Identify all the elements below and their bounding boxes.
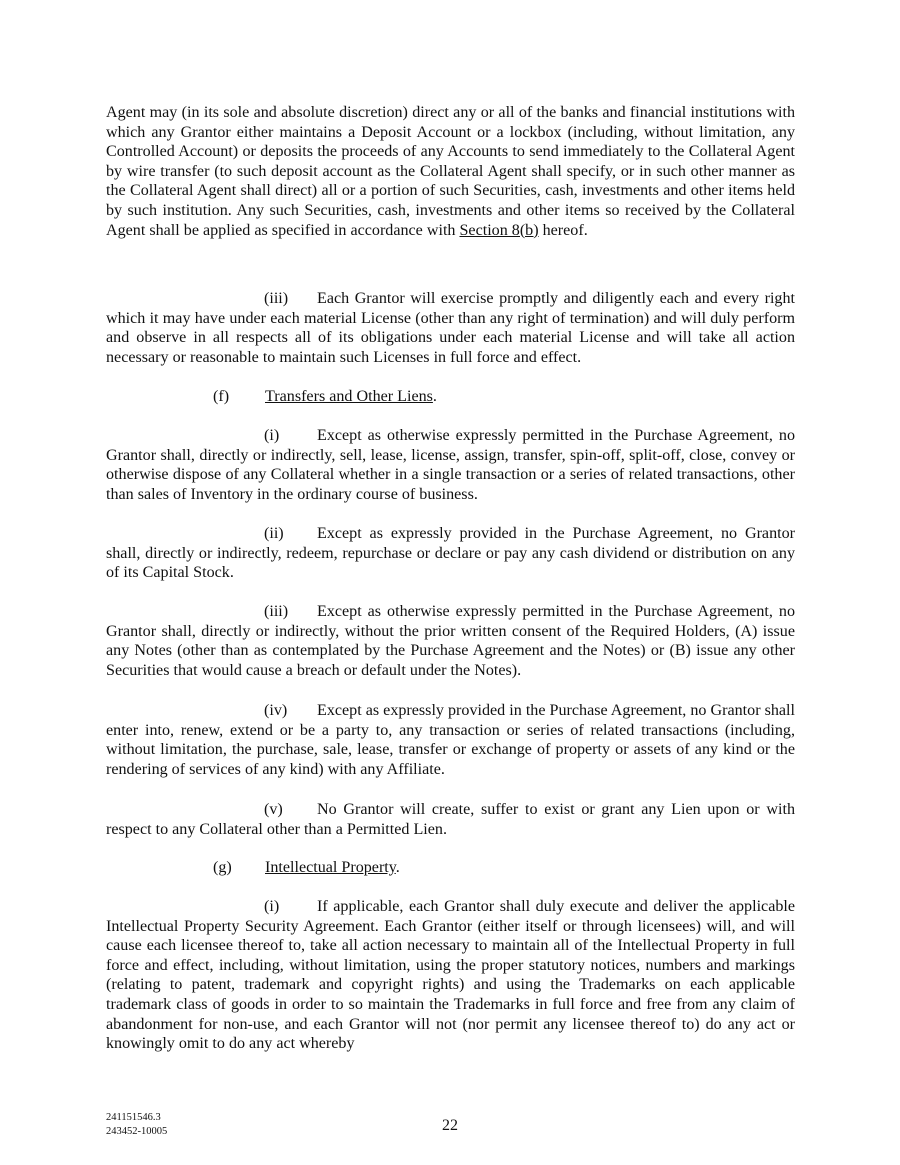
section-title: Transfers and Other Liens	[265, 388, 433, 405]
section-letter: (g)	[213, 859, 232, 876]
section-reference-link: Section 8(b)	[459, 221, 539, 239]
clause-number: (iv)	[264, 702, 288, 719]
paragraph-dividends: (ii) Except as expressly provided in the Purchase Agreement, no Grantor shall, directly or indirectly, redeem, repurchase or declare or pay any cash dividend or distribution on any of its Capital Stock.	[106, 525, 795, 582]
paragraph-notes-issuance: (iii) Except as otherwise expressly permitted in the Purchase Agreement, no Grantor shall, directly or indirectly, without the prior written consent of the Required Holders, (A) issue any Notes (other than as contemplated by the Purchase Agreement and the Notes) or (B) issue any other Securities that would cause a breach or default under the Notes).	[106, 603, 795, 679]
paragraph-continuation: Agent may (in its sole and absolute discretion) direct any or all of the banks and financial institutions with which any Grantor either maintains a Deposit Account or a lockbox (including, without limitation, any Controlled Account) or deposits the proceeds of any Accounts to send immediately to the Collateral Agent by wire transfer (to such deposit account as the Collateral Agent shall specify, or in such other manner as the Collateral Agent shall direct) all or a portion of such Securities, cash, investments and other items held by such institution. Any such Securities, cash, investments and other items so received by the Collateral Agent shall be applied as specified in accordance with Section 8(b) hereof.	[106, 104, 795, 239]
section-heading-f: (f) Transfers and Other Liens.	[213, 388, 437, 405]
section-letter: (f)	[213, 388, 230, 405]
paragraph-license-obligations: (iii) Each Grantor will exercise promptly and diligently each and every right which it may have under each material License (other than any right of termination) and will duly perform and observe in all respects all of its obligations under each material License and will take all action necessary or reasonable to maintain such Licenses in full force and effect.	[106, 290, 795, 366]
section-heading-g: (g) Intellectual Property.	[213, 859, 400, 876]
section-title: Intellectual Property	[265, 859, 396, 876]
paragraph-transfers: (i) Except as otherwise expressly permitted in the Purchase Agreement, no Grantor shall, directly or indirectly, sell, lease, license, assign, transfer, spin-off, split-off, close, convey or otherwise dispose of any Collateral whether in a single transaction or a series of related transactions, other than sales of Inventory in the ordinary course of business.	[106, 427, 795, 503]
paragraph-liens: (v) No Grantor will create, suffer to exist or grant any Lien upon or with respect to any Collateral other than a Permitted Lien.	[106, 801, 795, 838]
paragraph-affiliate-transactions: (iv) Except as expressly provided in the Purchase Agreement, no Grantor shall enter into, renew, extend or be a party to, any transaction or series of related transactions (including, without limitation, the purchase, sale, lease, transfer or exchange of property or assets of any kind or the rendering of services of any kind) with any Affiliate.	[106, 702, 795, 778]
clause-number: (i)	[264, 898, 280, 915]
document-id-secondary: 243452-10005	[106, 1126, 168, 1137]
clause-number: (v)	[264, 801, 283, 818]
page-number: 22	[442, 1117, 458, 1134]
clause-number: (iii)	[264, 603, 289, 620]
document-id-primary: 241151546.3	[106, 1112, 161, 1123]
clause-number: (ii)	[264, 525, 284, 542]
clause-number: (iii)	[264, 290, 289, 307]
clause-number: (i)	[264, 427, 280, 444]
paragraph-intellectual-property: (i) If applicable, each Grantor shall duly execute and deliver the applicable Intellectual Property Security Agreement. Each Grantor (either itself or through licensees) will, and will cause each licensee thereof to, take all action necessary to maintain all of the Intellectual Property in full force and effect, including, without limitation, using the proper statutory notices, numbers and markings (relating to patent, trademark and copyright rights) and using the Trademarks on each applicable trademark class of goods in order to so maintain the Trademarks in full force and free from any claim of abandonment for non-use, and each Grantor will not (nor permit any licensee thereof to) do any act or knowingly omit to do any act whereby	[106, 898, 795, 1053]
